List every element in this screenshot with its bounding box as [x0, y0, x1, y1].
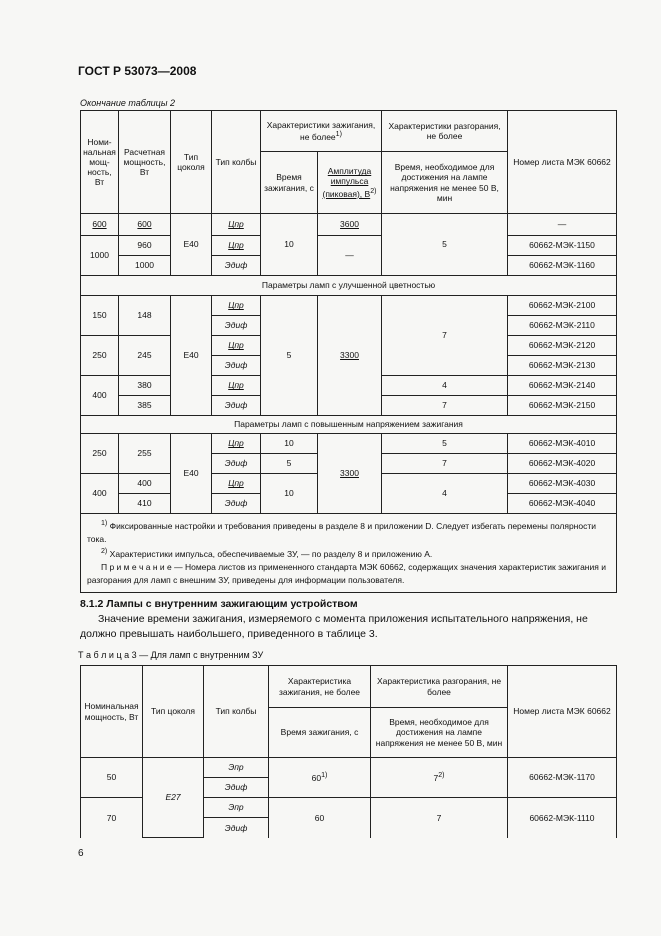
- cell3-power: 70: [81, 798, 143, 838]
- cell-time: 10: [261, 474, 318, 514]
- cell-calc: 380: [119, 376, 171, 396]
- table-row: [81, 236, 617, 256]
- cell-bulb: Цпр: [212, 214, 261, 236]
- section-row-voltage: Параметры ламп с повышенным напряжением зажигания: [81, 416, 617, 434]
- table-row: [81, 758, 617, 778]
- cell-calc: 255: [119, 434, 171, 474]
- cell-calc: 400: [119, 474, 171, 494]
- cell-sheet: 60662-МЭК-2100: [508, 296, 617, 316]
- th-runup-time: Время, необходимое для достижения на лампе напряжения не менее 50 В, мин: [382, 152, 508, 214]
- th3-bulb: Тип колбы: [204, 666, 269, 758]
- th3-ign-time: Время зажигания, с: [269, 708, 371, 758]
- table-3: [80, 665, 617, 838]
- section-paragraph: Значение времени зажигания, измеряемого с момента приложения испытательного напряжения, не должно превышать наибольшего, приведенного в таблице 3.: [80, 613, 588, 641]
- cell-bulb: Эдиф: [212, 396, 261, 416]
- cell-power: 400: [81, 376, 119, 416]
- th-runup: Характеристики разгорания, не более: [382, 111, 508, 152]
- th-calc-power: Расчетная мощность, Вт: [119, 111, 171, 214]
- cell-bulb: Цпр: [212, 434, 261, 454]
- cell-sheet: 60662-МЭК-4040: [508, 494, 617, 514]
- cell-sheet: 60662-МЭК-2130: [508, 356, 617, 376]
- th3-ignition: Характеристика зажигания, не более: [269, 666, 371, 708]
- cell-time: 5: [261, 454, 318, 474]
- table-row: [81, 434, 617, 454]
- cell-power: 400: [81, 474, 119, 514]
- cell-time: 10: [261, 214, 318, 276]
- cell-time: 5: [261, 296, 318, 416]
- cell3-time: 60: [269, 798, 371, 838]
- th3-sheet: Номер листа МЭК 60662: [508, 666, 617, 758]
- th3-runup: Характеристика разгорания, не более: [371, 666, 508, 708]
- cell-calc: 148: [119, 296, 171, 336]
- document-header: ГОСТ Р 53073—2008: [78, 64, 197, 78]
- table-row: [81, 214, 617, 236]
- cell-sheet: 60662-МЭК-4010: [508, 434, 617, 454]
- cell-amplitude: 3600: [318, 214, 382, 236]
- th3-power: Номинальная мощность, Вт: [81, 666, 143, 758]
- cell-time: 10: [261, 434, 318, 454]
- cell-sheet: 60662-МЭК-2150: [508, 396, 617, 416]
- cell-runup: 7: [382, 296, 508, 376]
- cell-amplitude: 3300: [318, 296, 382, 416]
- cell-runup: 7: [382, 454, 508, 474]
- cell-calc: 245: [119, 336, 171, 376]
- cell-bulb: Эдиф: [212, 316, 261, 336]
- cell3-base: E27: [143, 758, 204, 838]
- cell3-runup: 7$^{2)}$: [371, 758, 508, 798]
- cell-power: 150: [81, 296, 119, 336]
- cell3-bulb: Эпр: [204, 758, 269, 778]
- cell-bulb: Цпр: [212, 376, 261, 396]
- cell-bulb: Цпр: [212, 474, 261, 494]
- th3-runup-time: Время, необходимое для достижения на лампе напряжения не менее 50 В, мин: [371, 708, 508, 758]
- cell-calc: 600: [119, 214, 171, 236]
- th-sheet: Номер листа МЭК 60662: [508, 111, 617, 214]
- table3-caption: Т а б л и ц а 3 — Для ламп с внутренним ЗУ: [78, 650, 264, 660]
- table2-caption: Окончание таблицы 2: [80, 98, 175, 108]
- cell3-sheet: 60662-МЭК-1110: [508, 798, 617, 838]
- cell3-bulb: Эпр: [204, 798, 269, 818]
- cell-runup: 4: [382, 376, 508, 396]
- cell-runup: 4: [382, 474, 508, 514]
- cell3-bulb: Эдиф: [204, 818, 269, 838]
- cell-bulb: Эдиф: [212, 494, 261, 514]
- note-2: $^{2)}$ Характеристики импульса, обеспечиваемые ЗУ, — по разделу 8 и приложению А.: [101, 547, 433, 559]
- cell-bulb: Эдиф: [212, 454, 261, 474]
- cell-sheet: 60662-МЭК-4020: [508, 454, 617, 474]
- th-bulb: Тип колбы: [212, 111, 261, 214]
- cell-base: E40: [171, 296, 212, 416]
- cell3-runup: 7: [371, 798, 508, 838]
- cell-calc: 960: [119, 236, 171, 256]
- cell3-bulb: Эдиф: [204, 778, 269, 798]
- cell-sheet: 60662-МЭК-4030: [508, 474, 617, 494]
- cell-bulb: Цпр: [212, 236, 261, 256]
- cell-sheet: 60662-МЭК-2140: [508, 376, 617, 396]
- cell-power: 1000: [81, 236, 119, 276]
- cell-sheet: 60662-МЭК-2120: [508, 336, 617, 356]
- cell-bulb: Эдиф: [212, 356, 261, 376]
- table2-notes: [81, 514, 617, 593]
- section-row-color: Параметры ламп с улучшенной цветностью: [81, 276, 617, 296]
- cell-amplitude: —: [318, 236, 382, 276]
- cell-sheet: 60662-МЭК-2110: [508, 316, 617, 336]
- cell-calc: 1000: [119, 256, 171, 276]
- cell-runup: 5: [382, 434, 508, 454]
- cell-bulb: Цпр: [212, 336, 261, 356]
- table-row: [81, 296, 617, 316]
- note-3: П р и м е ч а н и е — Номера листов из примененного стандарта МЭК 60662, содержащих значения характеристик зажигания и разгорания для ламп с внешним ЗУ, приведены для информации пользователя.: [87, 562, 606, 586]
- cell-amplitude: 3300: [318, 434, 382, 514]
- cell-runup: 7: [382, 396, 508, 416]
- cell-power: 250: [81, 434, 119, 474]
- cell3-power: 50: [81, 758, 143, 798]
- th-ignition: Характеристики зажигания, не более$^{1)}$: [261, 111, 382, 152]
- cell-bulb: Цпр: [212, 296, 261, 316]
- cell-runup: 5: [382, 214, 508, 276]
- th-power: Номи-нальная мощ-ность, Вт: [81, 111, 119, 214]
- cell3-sheet: 60662-МЭК-1170: [508, 758, 617, 798]
- section-title: 8.1.2 Лампы с внутренним зажигающим устройством: [80, 598, 358, 610]
- cell3-time: 60$^{1)}$: [269, 758, 371, 798]
- cell-base: E40: [171, 434, 212, 514]
- cell-power: 600: [81, 214, 119, 236]
- th-base: Тип цоколя: [171, 111, 212, 214]
- cell-base: E40: [171, 214, 212, 276]
- cell-sheet: 60662-МЭК-1150: [508, 236, 617, 256]
- cell-power: 250: [81, 336, 119, 376]
- th-ign-time: Время зажигания, с: [261, 152, 318, 214]
- table-2: [80, 110, 617, 593]
- cell-sheet: —: [508, 214, 617, 236]
- note-1: $^{1)}$ Фиксированные настройки и требования приведены в разделе 8 и приложении D. Следует избегать перемены полярности тока.: [87, 519, 596, 544]
- cell-calc: 385: [119, 396, 171, 416]
- cell-sheet: 60662-МЭК-1160: [508, 256, 617, 276]
- th3-base: Тип цоколя: [143, 666, 204, 758]
- cell-calc: 410: [119, 494, 171, 514]
- page-number: 6: [78, 848, 84, 859]
- th-amplitude: Амплитуда импульса (пиковая), $В^{2)}$: [318, 152, 382, 214]
- cell-bulb: Эдиф: [212, 256, 261, 276]
